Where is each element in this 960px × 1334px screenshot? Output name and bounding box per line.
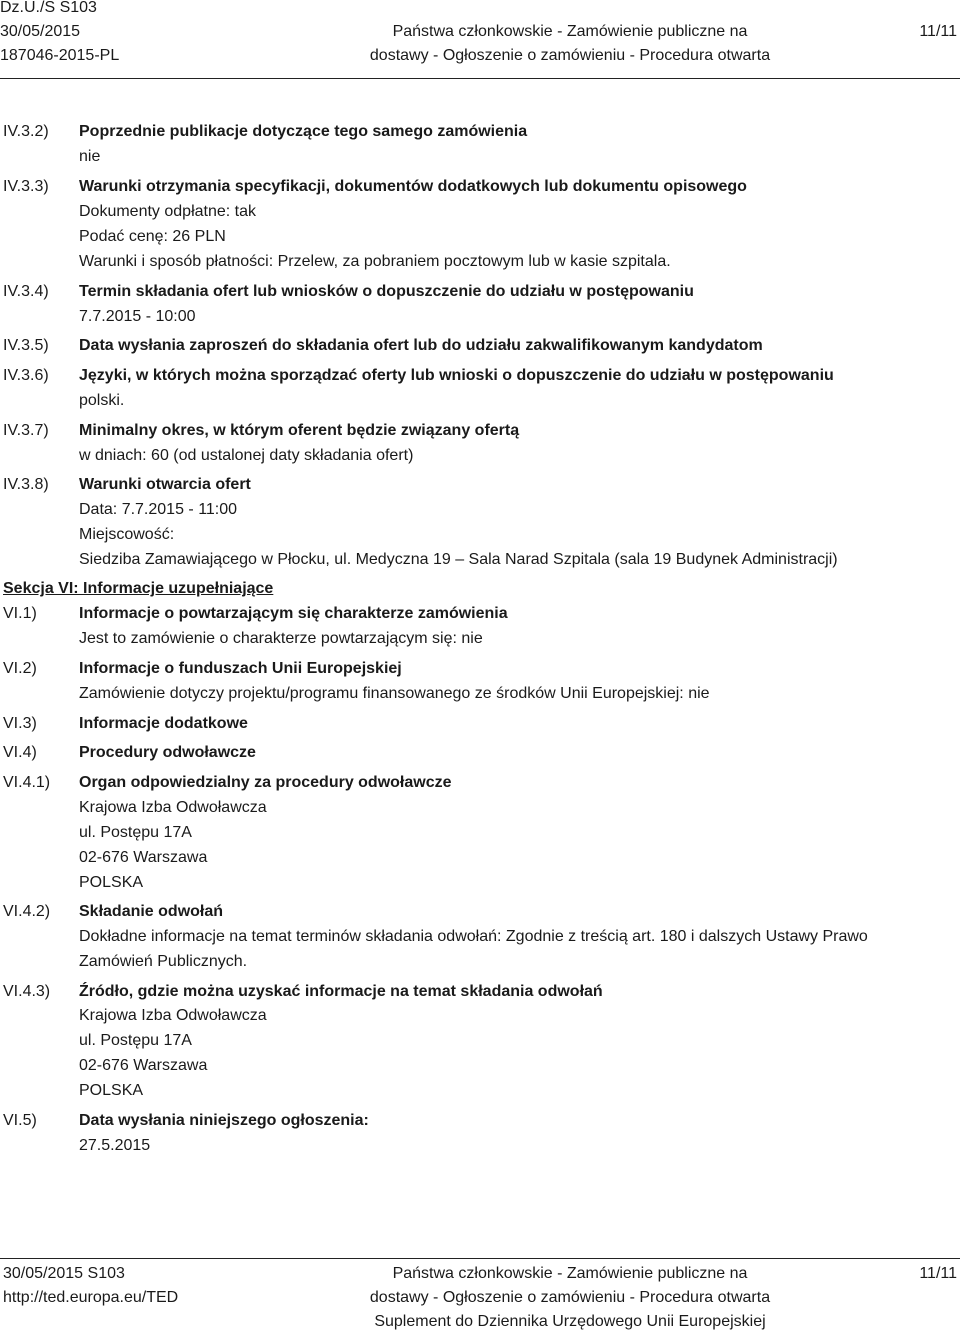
section-title: Warunki otwarcia ofert — [79, 476, 251, 493]
section-title: Poprzednie publikacje dotyczące tego samego zamówienia — [79, 123, 528, 140]
section-title: Termin składania ofert lub wniosków o dopuszczenie do udziału w postępowaniu — [79, 283, 694, 300]
section-value: 7.7.2015 - 10:00 — [79, 308, 196, 325]
section-number: VI.4) — [3, 744, 37, 761]
address-line: POLSKA — [79, 874, 144, 891]
header-title-line1: Państwa członkowskie - Zamówienie publiczne na — [392, 23, 748, 40]
section-value: Zamówienie dotyczy projektu/programu finansowanego ze środków Unii Europejskiej: nie — [79, 685, 710, 702]
section-title: Informacje o funduszach Unii Europejskiej — [79, 660, 402, 677]
section-number: VI.4.2) — [3, 903, 51, 920]
section-line: Siedziba Zamawiającego w Płocku, ul. Medyczna 19 – Sala Narad Szpitala (sala 19 Budynek Administracji) — [79, 551, 838, 568]
address-line: Krajowa Izba Odwoławcza — [79, 799, 267, 816]
section-line: Miejscowość: — [79, 526, 175, 543]
section-line: Dokumenty odpłatne: tak — [79, 203, 256, 220]
header-left — [0, 0, 119, 68]
section-line: Podać cenę: 26 PLN — [79, 228, 226, 245]
section-number: IV.3.5) — [3, 337, 49, 354]
address-line: 02-676 Warszawa — [79, 1057, 208, 1074]
section-number: IV.3.8) — [3, 476, 49, 493]
section-number: VI.5) — [3, 1112, 37, 1129]
section-title: Informacje o powtarzającym się charakterze zamówienia — [79, 605, 508, 622]
section-title: Data wysłania niniejszego ogłoszenia: — [79, 1112, 369, 1129]
page-footer — [0, 1262, 960, 1334]
section-number: VI.4.3) — [3, 983, 51, 1000]
section-number: IV.3.6) — [3, 367, 49, 384]
section-number: IV.3.3) — [3, 178, 49, 195]
header-date: 30/05/2015 — [0, 23, 81, 40]
header-title-line2: dostawy - Ogłoszenie o zamówieniu - Procedura otwarta — [369, 47, 771, 64]
section-number: IV.3.7) — [3, 422, 49, 439]
section-number: IV.3.2) — [3, 123, 49, 140]
header-title — [310, 0, 830, 68]
address-line: 02-676 Warszawa — [79, 849, 208, 866]
section-number: VI.4.1) — [3, 774, 51, 791]
section-value: Jest to zamówienie o charakterze powtarzającym się: nie — [79, 630, 483, 647]
section-title: Warunki otrzymania specyfikacji, dokumentów dodatkowych lub dokumentu opisowego — [79, 178, 747, 195]
header-page-number: 11/11 — [919, 23, 957, 40]
address-line: POLSKA — [79, 1082, 144, 1099]
section-value: w dniach: 60 (od ustalonej daty składania ofert) — [79, 447, 414, 464]
section-title: Minimalny okres, w którym oferent będzie związany ofertą — [79, 422, 520, 439]
notice-ref: 187046-2015-PL — [0, 47, 120, 64]
section-title: Składanie odwołań — [79, 903, 224, 920]
footer-title-line2: dostawy - Ogłoszenie o zamówieniu - Procedura otwarta — [369, 1289, 771, 1306]
footer-divider — [0, 1258, 960, 1259]
footer-page-number: 11/11 — [919, 1265, 957, 1282]
section-value: 27.5.2015 — [79, 1137, 151, 1154]
section-title: Języki, w których można sporządzać oferty lub wnioski o dopuszczenie do udziału w postępowaniu — [79, 367, 834, 384]
address-line: ul. Postępu 17A — [79, 1032, 192, 1049]
section-line: Dokładne informacje na temat terminów składania odwołań: Zgodnie z treścią art. 180 i dalszych Ustawy Prawo — [79, 928, 868, 945]
section-line: Zamówień Publicznych. — [79, 953, 248, 970]
section-line: Data: 7.7.2015 - 11:00 — [79, 501, 238, 518]
footer-date-issue: 30/05/2015 S103 — [3, 1265, 125, 1282]
section-number: VI.2) — [3, 660, 37, 677]
section-line: Warunki i sposób płatności: Przelew, za pobraniem pocztowym lub w kasie szpitala. — [79, 253, 671, 270]
section-title: Informacje dodatkowe — [79, 715, 248, 732]
address-line: ul. Postępu 17A — [79, 824, 192, 841]
journal-ref: Dz.U./S S103 — [0, 0, 97, 16]
section-title: Procedury odwoławcze — [79, 744, 256, 761]
section-value: polski. — [79, 392, 125, 409]
footer-title-line1: Państwa członkowskie - Zamówienie publiczne na — [392, 1265, 748, 1282]
section-title: Organ odpowiedzialny za procedury odwoławcze — [79, 774, 452, 791]
section-title: Źródło, gdzie można uzyskać informacje na temat składania odwołań — [79, 983, 603, 1000]
header-divider — [0, 78, 960, 79]
address-line: Krajowa Izba Odwoławcza — [79, 1007, 267, 1024]
footer-url: http://ted.europa.eu/TED — [3, 1289, 179, 1306]
page-header — [0, 0, 960, 80]
section-number: VI.3) — [3, 715, 37, 732]
section-value: nie — [79, 148, 101, 165]
section-heading: Sekcja VI: Informacje uzupełniające — [3, 580, 274, 597]
section-number: IV.3.4) — [3, 283, 49, 300]
footer-title-line3: Suplement do Dziennika Urzędowego Unii Europejskiej — [374, 1313, 766, 1330]
section-title: Data wysłania zaproszeń do składania ofert lub do udziału zakwalifikowanym kandydatom — [79, 337, 763, 354]
section-number: VI.1) — [3, 605, 37, 622]
